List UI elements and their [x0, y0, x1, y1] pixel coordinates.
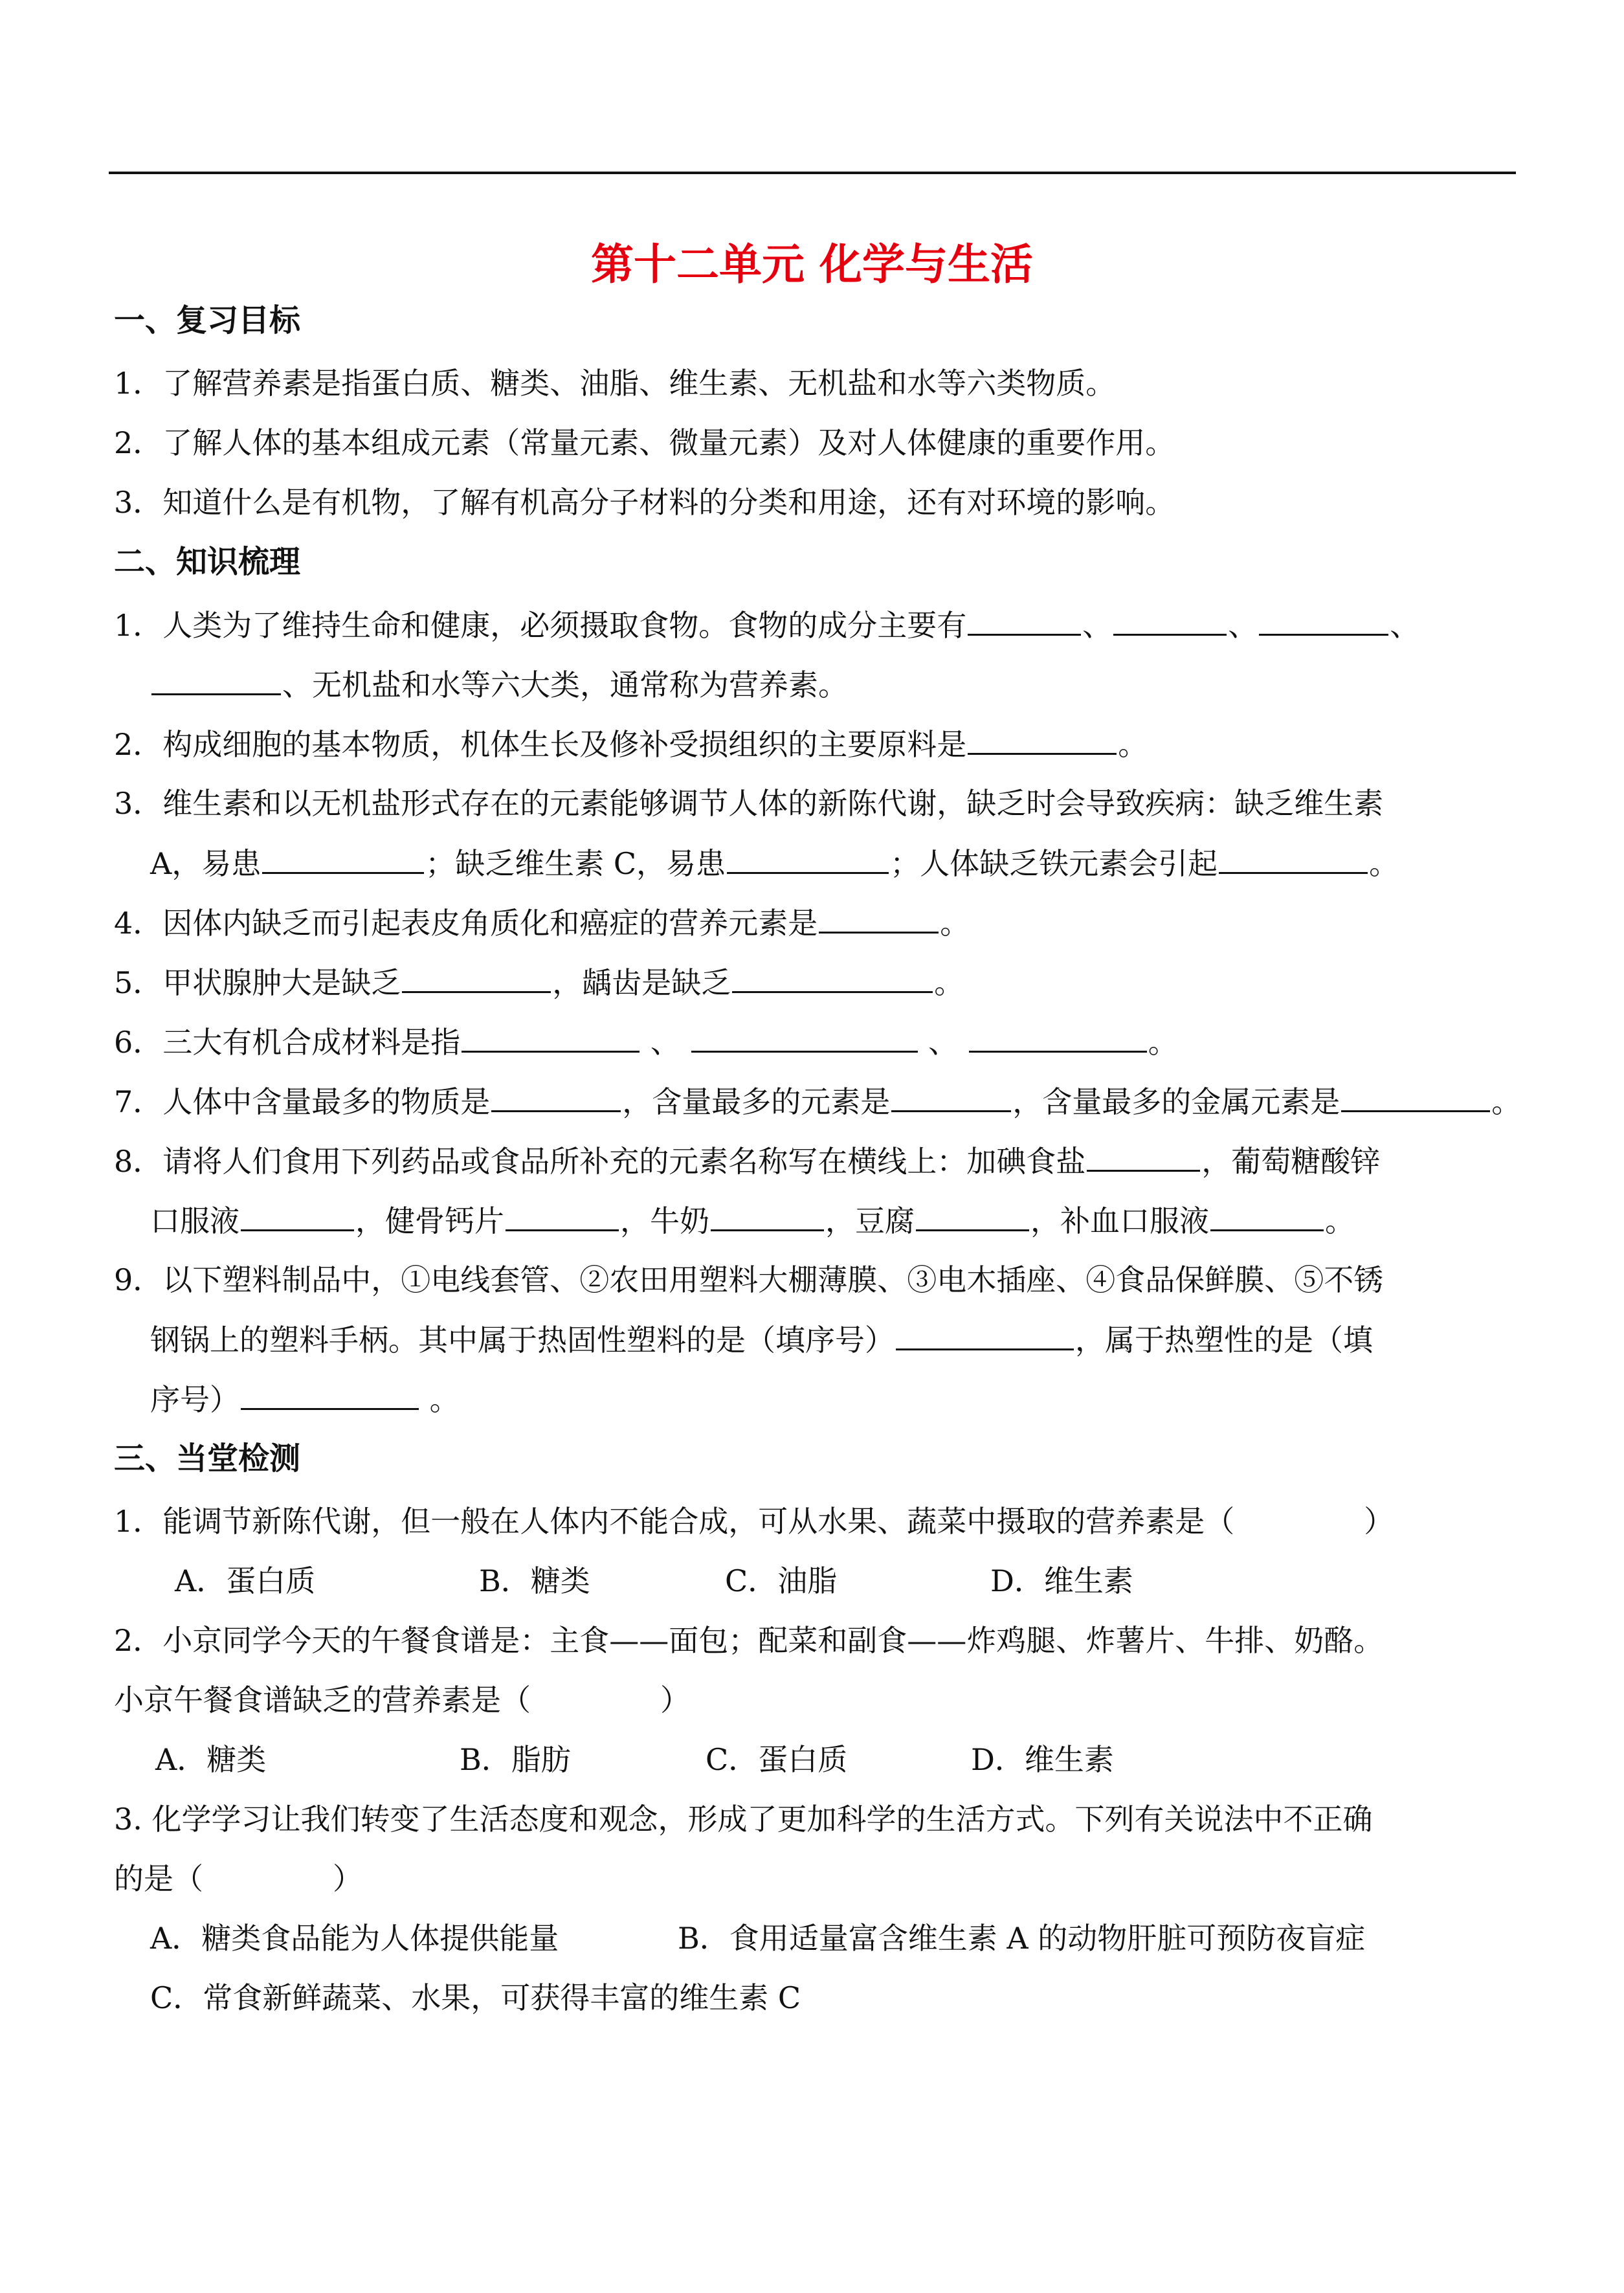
answer-blank[interactable]: [819, 903, 939, 934]
paren-close: ）: [660, 1683, 690, 1717]
question-text: ，牛奶: [620, 1203, 709, 1238]
goal-item-3: 3．知道什么是有机物，了解有机高分子材料的分类和用途，还有对环境的影响。: [114, 485, 1175, 520]
question-text: 小京午餐食谱缺乏的营养素是（: [114, 1683, 531, 1717]
option-c[interactable]: C．常食新鲜蔬菜、水果，可获得丰富的维生素 C: [150, 1980, 801, 2015]
section-heading-goals: 一、复习目标: [114, 302, 301, 339]
question-text: 2．构成细胞的基本物质，机体生长及修补受损组织的主要原料是: [114, 727, 967, 762]
separator: 、: [641, 1025, 690, 1060]
test-q3-line1: 3. 化学学习让我们转变了生活态度和观念，形成了更加科学的生活方式。下列有关说法中不正确: [114, 1802, 1373, 1837]
knowledge-q6: [114, 1022, 1178, 1062]
answer-blank[interactable]: [262, 844, 424, 874]
test-q2-line1: 2．小京同学今天的午餐食谱是：主食——面包；配菜和副食——炸鸡腿、炸薯片、牛排、奶酪。: [114, 1623, 1384, 1658]
separator: 、: [918, 1025, 968, 1060]
paren-close: ）: [1364, 1504, 1394, 1539]
knowledge-q4: [114, 903, 970, 943]
question-text: 钢锅上的塑料手柄。其中属于热固性塑料的是（填序号）: [150, 1323, 895, 1358]
header-rule: [109, 172, 1516, 174]
answer-blank[interactable]: [491, 1082, 621, 1112]
option-c[interactable]: C．油脂: [725, 1563, 838, 1598]
test-q1-options: [175, 1561, 1133, 1600]
period: 。: [1148, 1025, 1178, 1060]
question-text: ，葡萄糖酸锌: [1201, 1144, 1381, 1179]
knowledge-q9-line1: 9．以下塑料制品中，①电线套管、②农田用塑料大棚薄膜、③电木插座、④食品保鲜膜、⑤不锈: [114, 1262, 1384, 1297]
section-heading-test: 三、当堂检测: [114, 1440, 301, 1477]
option-a[interactable]: A．糖类食品能为人体提供能量: [150, 1921, 559, 1956]
question-text: ，含量最多的元素是: [622, 1084, 891, 1119]
answer-blank[interactable]: [727, 844, 889, 874]
period: 。: [934, 965, 964, 1000]
knowledge-q1-line2: [150, 665, 848, 704]
answer-blank[interactable]: [732, 963, 933, 993]
answer-blank[interactable]: [968, 605, 1081, 636]
answer-blank[interactable]: [241, 1380, 419, 1410]
period: 。: [940, 906, 970, 941]
paren-close: ）: [333, 1861, 362, 1896]
answer-blank[interactable]: [711, 1201, 824, 1231]
option-d[interactable]: D．维生素: [990, 1563, 1133, 1598]
answer-blank[interactable]: [462, 1022, 640, 1053]
answer-blank[interactable]: [916, 1201, 1029, 1231]
knowledge-q8-line2: [150, 1201, 1355, 1240]
answer-blank[interactable]: [969, 1022, 1147, 1053]
knowledge-q7: [114, 1082, 1521, 1121]
question-text: 4．因体内缺乏而引起表皮角质化和癌症的营养元素是: [114, 906, 818, 941]
question-text: A，易患: [150, 846, 261, 881]
knowledge-q5: [114, 963, 964, 1002]
answer-blank[interactable]: [1087, 1141, 1200, 1172]
question-text: ，豆腐: [825, 1203, 915, 1238]
question-text: ，含量最多的金属元素是: [1012, 1084, 1340, 1119]
option-b[interactable]: B．脂肪: [460, 1742, 571, 1777]
period: 。: [1325, 1203, 1355, 1238]
question-text: 6．三大有机合成材料是指: [114, 1025, 461, 1060]
separator: 、: [1082, 608, 1113, 643]
question-text: 1．人类为了维持生命和健康，必须摄取食物。食物的成分主要有: [114, 608, 967, 643]
question-text: ，属于热塑性的是（填: [1075, 1323, 1373, 1358]
answer-blank[interactable]: [1259, 605, 1388, 636]
question-text: ，补血口服液: [1030, 1203, 1209, 1238]
option-a[interactable]: A．糖类: [155, 1742, 267, 1777]
question-text: 口服液: [150, 1203, 239, 1238]
answer-blank[interactable]: [1219, 844, 1368, 874]
question-text: 、无机盐和水等六大类，通常称为营养素。: [282, 667, 848, 702]
question-text: 5．甲状腺肿大是缺乏: [114, 965, 401, 1000]
goal-item-2: 2．了解人体的基本组成元素（常量元素、微量元素）及对人体健康的重要作用。: [114, 425, 1175, 460]
question-text: 7．人体中含量最多的物质是: [114, 1084, 491, 1119]
knowledge-q9-line2: [150, 1320, 1373, 1359]
answer-blank[interactable]: [151, 665, 281, 695]
separator: 、: [1228, 608, 1258, 643]
question-text: 8．请将人们食用下列药品或食品所补充的元素名称写在横线上：加碘食盐: [114, 1144, 1086, 1179]
knowledge-q3-line1: 3．维生素和以无机盐形式存在的元素能够调节人体的新陈代谢，缺乏时会导致疾病：缺乏维生素: [114, 786, 1384, 821]
answer-blank[interactable]: [402, 963, 551, 993]
question-text: ；缺乏维生素 C，易患: [425, 846, 726, 881]
goal-item-1: 1．了解营养素是指蛋白质、糖类、油脂、维生素、无机盐和水等六类物质。: [114, 366, 1116, 401]
test-q1: [114, 1502, 1394, 1541]
section-heading-knowledge: 二、知识梳理: [114, 544, 301, 580]
option-d[interactable]: D．维生素: [971, 1742, 1114, 1777]
question-text: ，健骨钙片: [355, 1203, 504, 1238]
answer-blank[interactable]: [891, 1082, 1011, 1112]
period: 。: [1369, 846, 1399, 881]
page-title: 第十二单元 化学与生活: [591, 240, 1033, 289]
separator: 、: [1390, 608, 1420, 643]
answer-blank[interactable]: [896, 1320, 1074, 1350]
test-q3-line2: [114, 1859, 362, 1898]
period: 。: [1491, 1084, 1522, 1119]
knowledge-q3-line2: [150, 844, 1399, 883]
period: 。: [420, 1382, 460, 1417]
answer-blank[interactable]: [1341, 1082, 1490, 1112]
question-text: ；人体缺乏铁元素会引起: [890, 846, 1218, 881]
answer-blank[interactable]: [691, 1022, 918, 1053]
answer-blank[interactable]: [1210, 1201, 1324, 1231]
answer-blank[interactable]: [1113, 605, 1227, 636]
option-c[interactable]: C．蛋白质: [706, 1742, 848, 1777]
knowledge-q8-line1: [114, 1141, 1380, 1181]
answer-blank[interactable]: [241, 1201, 354, 1231]
test-q3-options-ab: [150, 1919, 1365, 1958]
knowledge-q2: [114, 724, 1148, 764]
period: 。: [1118, 727, 1148, 762]
question-text: ，龋齿是缺乏: [552, 965, 731, 1000]
answer-blank[interactable]: [968, 724, 1117, 755]
test-q2-options: [155, 1740, 1114, 1779]
option-b[interactable]: B．食用适量富含维生素 A 的动物肝脏可预防夜盲症: [678, 1921, 1366, 1956]
knowledge-q1-line1: [114, 605, 1419, 645]
test-q2-line2: [114, 1681, 690, 1719]
question-text: 的是（: [114, 1861, 203, 1896]
option-a[interactable]: A．蛋白质: [175, 1563, 316, 1598]
answer-blank[interactable]: [506, 1201, 619, 1231]
knowledge-q9-line3: [150, 1380, 460, 1419]
option-b[interactable]: B．糖类: [479, 1563, 590, 1598]
question-text: 1．能调节新陈代谢，但一般在人体内不能合成，可从水果、蔬菜中摄取的营养素是（: [114, 1504, 1235, 1539]
question-text: 序号）: [150, 1382, 239, 1417]
